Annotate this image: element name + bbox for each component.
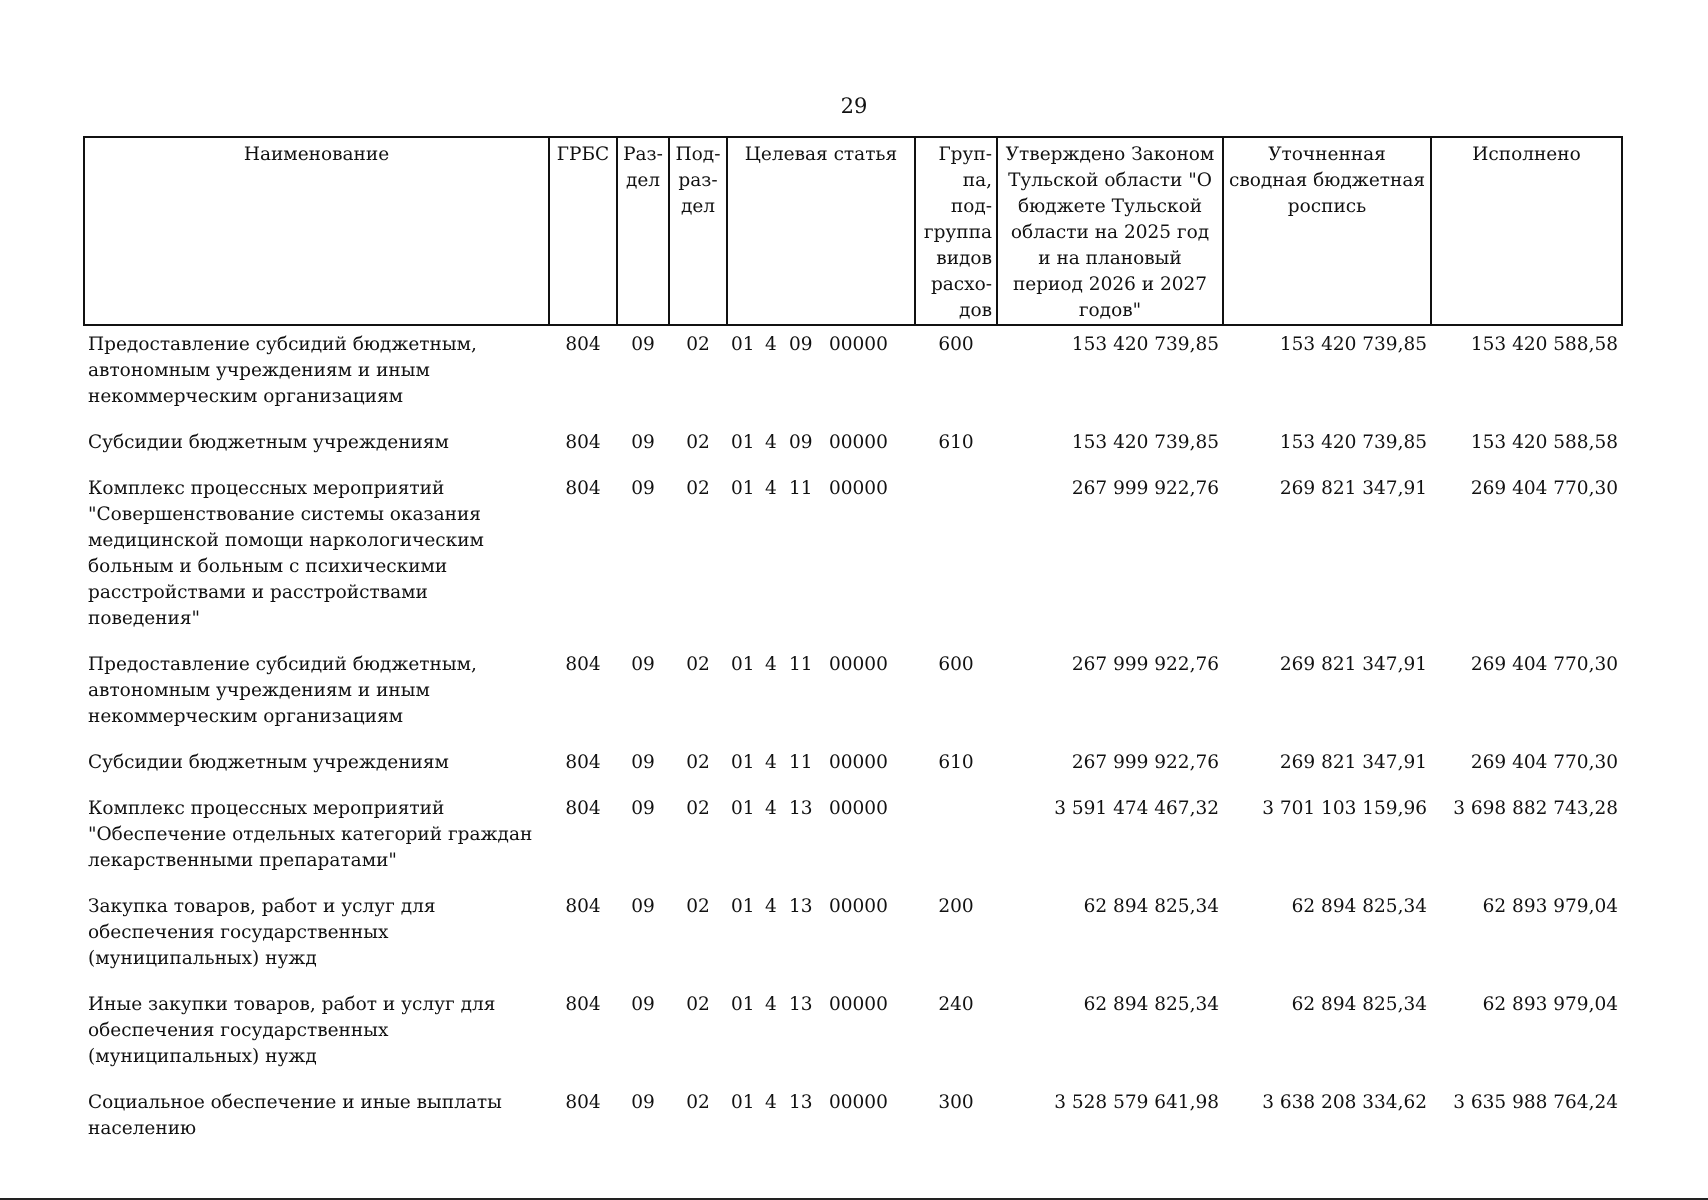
row-executed: 62 893 979,04 <box>1482 896 1618 917</box>
budget-table <box>83 136 1623 1142</box>
row-refined: 153 420 739,85 <box>1279 432 1427 453</box>
row-name: Социальное обеспечение и иные выплаты населению <box>88 1092 502 1139</box>
row-group: 610 <box>938 432 974 453</box>
row-subsection: 02 <box>686 994 710 1015</box>
target-article-part: 11 <box>789 654 813 675</box>
header-name: Наименование <box>84 137 549 325</box>
table-header-row <box>84 137 1622 325</box>
row-name: Предоставление субсидий бюджетным, автономным учреждениям и иным некоммерческим организациям <box>88 654 477 727</box>
target-article-part: 00000 <box>829 896 888 917</box>
row-group: 610 <box>938 752 974 773</box>
target-article-part: 00000 <box>829 994 888 1015</box>
target-article-part: 11 <box>789 752 813 773</box>
row-section: 09 <box>631 994 655 1015</box>
target-article-part: 00000 <box>829 432 888 453</box>
target-article-part: 4 <box>765 896 777 917</box>
row-executed: 269 404 770,30 <box>1470 752 1618 773</box>
target-article-part: 11 <box>789 478 813 499</box>
row-executed: 269 404 770,30 <box>1470 654 1618 675</box>
row-grbs: 804 <box>565 994 601 1015</box>
row-section: 09 <box>631 478 655 499</box>
row-refined: 3 638 208 334,62 <box>1262 1092 1427 1113</box>
table-row <box>84 470 1622 646</box>
row-subsection: 02 <box>686 752 710 773</box>
table-row <box>84 744 1622 790</box>
target-article-part: 00000 <box>829 798 888 819</box>
header-section: Раз- дел <box>617 137 669 325</box>
row-section: 09 <box>631 432 655 453</box>
row-section: 09 <box>631 752 655 773</box>
row-refined: 62 894 825,34 <box>1291 896 1427 917</box>
row-approved: 153 420 739,85 <box>1071 334 1219 355</box>
row-subsection: 02 <box>686 478 710 499</box>
row-name: Комплекс процессных мероприятий "Совершенствование системы оказания медицинской помощи наркологическим больным и больным с психическими расстройствами и расстройствами поведения" <box>88 478 484 629</box>
row-approved: 62 894 825,34 <box>1083 994 1219 1015</box>
target-article-part: 01 <box>731 994 755 1015</box>
target-article-part: 01 <box>731 798 755 819</box>
target-article-part: 01 <box>731 334 755 355</box>
target-article-part: 4 <box>765 654 777 675</box>
header-target: Целевая статья <box>727 137 915 325</box>
row-refined: 153 420 739,85 <box>1279 334 1427 355</box>
row-executed: 269 404 770,30 <box>1470 478 1618 499</box>
row-refined: 269 821 347,91 <box>1279 478 1427 499</box>
target-article-part: 00000 <box>829 478 888 499</box>
target-article-part: 01 <box>731 654 755 675</box>
row-executed: 3 698 882 743,28 <box>1453 798 1618 819</box>
row-group <box>915 470 997 646</box>
row-section: 09 <box>631 334 655 355</box>
header-subsection: Под- раз- дел <box>669 137 727 325</box>
row-target-article <box>727 470 915 646</box>
row-refined: 269 821 347,91 <box>1279 752 1427 773</box>
table-row <box>84 325 1622 424</box>
row-group: 600 <box>938 654 974 675</box>
row-approved: 153 420 739,85 <box>1071 432 1219 453</box>
row-grbs: 804 <box>565 1092 601 1113</box>
row-approved: 3 591 474 467,32 <box>1054 798 1219 819</box>
table-row <box>84 424 1622 470</box>
row-approved: 267 999 922,76 <box>1071 654 1219 675</box>
target-article-part: 00000 <box>829 334 888 355</box>
row-grbs: 804 <box>565 478 601 499</box>
row-refined: 3 701 103 159,96 <box>1262 798 1427 819</box>
row-grbs: 804 <box>565 752 601 773</box>
header-executed: Исполнено <box>1431 137 1622 325</box>
row-target-article <box>727 1084 915 1142</box>
target-article-part: 00000 <box>829 1092 888 1113</box>
row-name: Иные закупки товаров, работ и услуг для обеспечения государственных (муниципальных) нужд <box>88 994 496 1067</box>
row-subsection: 02 <box>686 654 710 675</box>
row-approved: 267 999 922,76 <box>1071 478 1219 499</box>
row-refined: 62 894 825,34 <box>1291 994 1427 1015</box>
target-article-part: 4 <box>765 432 777 453</box>
target-article-part: 4 <box>765 334 777 355</box>
target-article-part: 09 <box>789 334 813 355</box>
table-row <box>84 1084 1622 1142</box>
row-grbs: 804 <box>565 334 601 355</box>
row-name: Закупка товаров, работ и услуг для обеспечения государственных (муниципальных) нужд <box>88 896 436 969</box>
target-article-part: 01 <box>731 432 755 453</box>
row-group: 200 <box>938 896 974 917</box>
table-row <box>84 986 1622 1084</box>
row-name: Комплекс процессных мероприятий "Обеспечение отдельных категорий граждан лекарственными препаратами" <box>88 798 533 871</box>
target-article-part: 00000 <box>829 654 888 675</box>
row-section: 09 <box>631 654 655 675</box>
row-group <box>915 790 997 888</box>
target-article-part: 13 <box>789 1092 813 1113</box>
row-subsection: 02 <box>686 798 710 819</box>
row-name: Субсидии бюджетным учреждениям <box>88 752 449 773</box>
target-article-part: 01 <box>731 896 755 917</box>
target-article-part: 13 <box>789 994 813 1015</box>
row-group: 600 <box>938 334 974 355</box>
row-refined: 269 821 347,91 <box>1279 654 1427 675</box>
row-grbs: 804 <box>565 798 601 819</box>
row-executed: 153 420 588,58 <box>1470 432 1618 453</box>
row-grbs: 804 <box>565 432 601 453</box>
target-article-part: 01 <box>731 752 755 773</box>
row-subsection: 02 <box>686 896 710 917</box>
target-article-part: 4 <box>765 994 777 1015</box>
table-body <box>84 325 1622 1142</box>
row-name: Предоставление субсидий бюджетным, автономным учреждениям и иным некоммерческим организациям <box>88 334 477 407</box>
row-target-article <box>727 888 915 986</box>
header-grbs: ГРБС <box>549 137 617 325</box>
target-article-part: 4 <box>765 1092 777 1113</box>
row-section: 09 <box>631 896 655 917</box>
row-executed: 62 893 979,04 <box>1482 994 1618 1015</box>
row-target-article <box>727 986 915 1084</box>
row-approved: 62 894 825,34 <box>1083 896 1219 917</box>
header-approved: Утверждено Законом Тульской области "О бюджете Тульской области на 2025 год и на плановый период 2026 и 2027 годов" <box>997 137 1223 325</box>
row-group: 240 <box>938 994 974 1015</box>
target-article-part: 13 <box>789 896 813 917</box>
row-executed: 153 420 588,58 <box>1470 334 1618 355</box>
page-number: 29 <box>840 94 868 118</box>
target-article-part: 01 <box>731 1092 755 1113</box>
row-executed: 3 635 988 764,24 <box>1453 1092 1618 1113</box>
row-grbs: 804 <box>565 896 601 917</box>
row-group: 300 <box>938 1092 974 1113</box>
header-group: Груп- па, под- группа видов расхо- дов <box>915 137 997 325</box>
row-target-article <box>727 646 915 744</box>
target-article-part: 4 <box>765 752 777 773</box>
row-grbs: 804 <box>565 654 601 675</box>
target-article-part: 09 <box>789 432 813 453</box>
table-row <box>84 646 1622 744</box>
row-approved: 3 528 579 641,98 <box>1054 1092 1219 1113</box>
target-article-part: 00000 <box>829 752 888 773</box>
target-article-part: 13 <box>789 798 813 819</box>
row-subsection: 02 <box>686 1092 710 1113</box>
table-row <box>84 888 1622 986</box>
target-article-part: 01 <box>731 478 755 499</box>
target-article-part: 4 <box>765 478 777 499</box>
row-target-article <box>727 424 915 470</box>
row-section: 09 <box>631 798 655 819</box>
row-target-article <box>727 790 915 888</box>
target-article-part: 4 <box>765 798 777 819</box>
row-section: 09 <box>631 1092 655 1113</box>
row-target-article <box>727 744 915 790</box>
table-row <box>84 790 1622 888</box>
row-approved: 267 999 922,76 <box>1071 752 1219 773</box>
row-name: Субсидии бюджетным учреждениям <box>88 432 449 453</box>
row-subsection: 02 <box>686 432 710 453</box>
row-target-article <box>727 325 915 424</box>
row-subsection: 02 <box>686 334 710 355</box>
header-refined: Уточненная сводная бюджетная роспись <box>1223 137 1431 325</box>
